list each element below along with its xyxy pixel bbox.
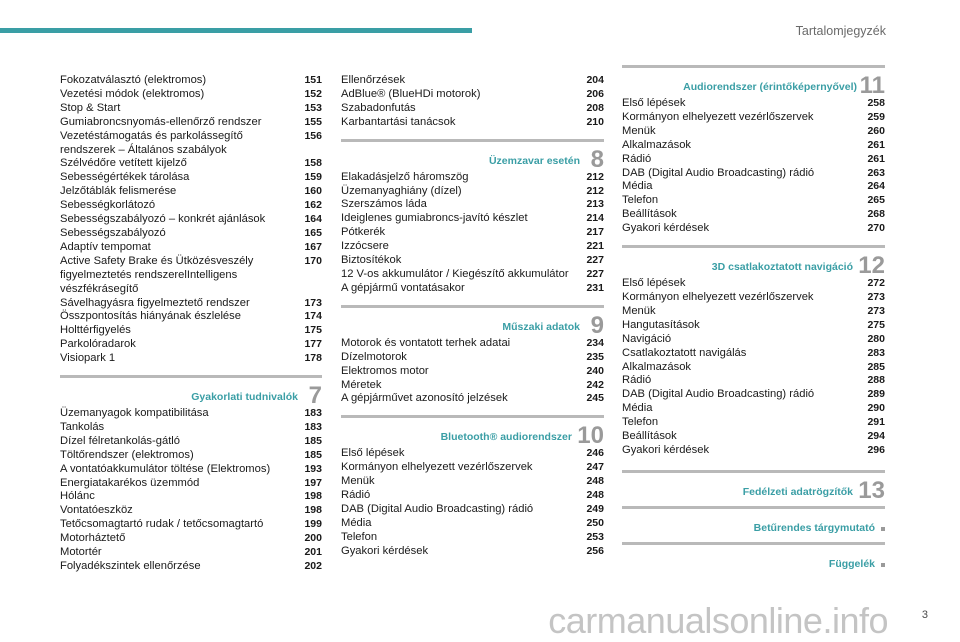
toc-entry-title: Energiatakarékos üzemmód — [60, 476, 200, 489]
section-header-7[interactable] — [60, 375, 322, 410]
toc-entry[interactable] — [341, 531, 604, 545]
toc-entry-title: Vezetési módok (elektromos) — [60, 87, 205, 100]
toc-entry-title: DAB (Digital Audio Broadcasting) rádió — [341, 502, 534, 515]
toc-entry-page: 200 — [304, 532, 322, 545]
toc-entry-page: 280 — [867, 332, 885, 345]
toc-entry-page: 270 — [867, 222, 885, 235]
toc-entry[interactable] — [622, 291, 885, 305]
section-header-index[interactable] — [622, 506, 885, 538]
toc-entry-page: 258 — [867, 97, 885, 109]
toc-entry[interactable] — [622, 347, 885, 361]
toc-entry[interactable] — [60, 435, 322, 449]
section-number: 8 — [590, 145, 604, 173]
toc-entry-title: Hangutasítások — [622, 318, 700, 331]
toc-entry-title: Üzemanyagok kompatibilitása — [60, 407, 209, 420]
toc-entry-page: 296 — [867, 443, 885, 456]
toc-entry[interactable] — [622, 208, 885, 222]
toc-entry-page: 167 — [304, 240, 322, 253]
toc-entry-page: 268 — [867, 208, 885, 221]
toc-entry[interactable] — [622, 430, 885, 444]
toc-entry-page: 283 — [867, 346, 885, 359]
toc-entry[interactable] — [60, 338, 322, 352]
toc-entry-title: Üzemanyaghiány (dízel) — [341, 184, 462, 197]
toc-column-2 — [341, 74, 604, 559]
toc-entry-title: A gépjárművet azonosító jelzések — [341, 392, 508, 405]
toc-entry-title: Sebességkorlátozó — [60, 199, 156, 212]
toc-entry-title: Gyakori kérdések — [622, 443, 710, 456]
section-header-appendix[interactable] — [622, 542, 885, 574]
toc-entry[interactable] — [341, 379, 604, 393]
toc-entry-page: 185 — [304, 448, 322, 461]
toc-entry-title: Izzócsere — [341, 240, 389, 253]
toc-entry[interactable] — [60, 88, 322, 102]
toc-entry-page: 204 — [586, 74, 604, 86]
toc-entry[interactable] — [341, 171, 604, 185]
toc-entry-page: 256 — [586, 544, 604, 557]
toc-entry[interactable] — [60, 102, 322, 116]
toc-entry-title: Motorháztető — [60, 532, 126, 545]
toc-entry-title: Első lépések — [622, 97, 686, 109]
toc-entry-title: Sávelhagyásra figyelmeztető rendszer — [60, 296, 250, 309]
section-title: 3D csatlakoztatott navigáció — [711, 261, 853, 274]
toc-entry-page: 261 — [867, 152, 885, 165]
header-title: Tartalomjegyzék — [795, 24, 886, 38]
toc-entry[interactable] — [60, 546, 322, 560]
toc-entry[interactable] — [60, 560, 322, 574]
toc-entry-title: Gyakori kérdések — [622, 222, 710, 235]
toc-entry-title: Elektromos motor — [341, 364, 429, 377]
toc-entry-page: 227 — [586, 267, 604, 280]
watermark-text: carmanualsonline.info — [548, 600, 888, 641]
toc-entry[interactable] — [622, 222, 885, 236]
section-number: 7 — [308, 382, 322, 410]
section-header-9[interactable] — [341, 305, 604, 337]
toc-entry-page: 201 — [304, 546, 322, 559]
toc-entry-page: 289 — [867, 388, 885, 401]
toc-entry-title: Dízel félretankolás-gátló — [60, 434, 181, 447]
toc-entry-title: Kormányon elhelyezett vezérlőszervek — [341, 461, 533, 474]
toc-entry[interactable] — [60, 227, 322, 241]
toc-entry[interactable] — [60, 421, 322, 435]
toc-entry[interactable] — [60, 407, 322, 421]
toc-entry[interactable] — [60, 185, 322, 199]
toc-entry-page: 159 — [304, 171, 322, 184]
toc-entry-page: 173 — [304, 296, 322, 309]
toc-entry[interactable] — [60, 352, 322, 366]
section-header-11[interactable] — [622, 65, 885, 97]
toc-entry-page: 198 — [304, 490, 322, 503]
toc-entry-title: Telefon — [622, 194, 659, 207]
toc-entry-page: 227 — [586, 254, 604, 267]
toc-entry[interactable] — [341, 545, 604, 559]
toc-entry-page: 214 — [586, 212, 604, 225]
toc-entry[interactable] — [60, 477, 322, 491]
toc-entry-title: Jelzőtáblák felismerése — [60, 185, 177, 198]
toc-entry-page: 264 — [867, 180, 885, 193]
toc-entry-title: Dízelmotorok — [341, 350, 407, 363]
toc-entry-page: 260 — [867, 124, 885, 137]
toc-entry[interactable] — [60, 255, 322, 297]
toc-entry-title: DAB (Digital Audio Broadcasting) rádió — [622, 166, 815, 179]
toc-entry-page: 202 — [304, 560, 322, 572]
toc-entry-title: Fokozatválasztó (elektromos) — [60, 74, 207, 86]
toc-entry[interactable] — [622, 194, 885, 208]
toc-entry-title: Tetőcsomagtartó rudak / tetőcsomagtartó — [60, 518, 264, 531]
toc-entry[interactable] — [60, 130, 322, 158]
toc-entry[interactable] — [60, 74, 322, 88]
toc-entry-page: 160 — [304, 185, 322, 198]
toc-entry[interactable] — [622, 333, 885, 347]
toc-entry[interactable] — [622, 416, 885, 430]
toc-entry-page: 263 — [867, 166, 885, 179]
toc-entry-page: 231 — [586, 281, 604, 294]
toc-entry-title: Sebességértékek tárolása — [60, 171, 190, 184]
section-number: 9 — [590, 311, 604, 339]
toc-entry-page: 152 — [304, 87, 322, 100]
toc-entry[interactable] — [60, 449, 322, 463]
toc-entry[interactable] — [341, 185, 604, 199]
toc-entry[interactable] — [341, 74, 604, 88]
toc-entry-page: 273 — [867, 290, 885, 303]
toc-entry-title: Hólánc — [60, 490, 95, 503]
section-title: Műszaki adatok — [502, 320, 580, 333]
toc-entry-page: 250 — [586, 516, 604, 529]
section-header-8[interactable] — [341, 139, 604, 171]
toc-entry-title: Stop & Start — [60, 101, 121, 114]
toc-entry-title: Első lépések — [622, 277, 686, 290]
toc-entry-page: 290 — [867, 402, 885, 415]
toc-entry-page: 197 — [304, 476, 322, 489]
toc-entry-page: 261 — [867, 138, 885, 151]
toc-entry-page: 156 — [304, 129, 322, 142]
toc-entry[interactable] — [341, 503, 604, 517]
toc-entry-page: 272 — [867, 277, 885, 290]
toc-entry-page: 206 — [586, 87, 604, 100]
toc-entry-page: 249 — [586, 502, 604, 515]
toc-entry[interactable] — [341, 198, 604, 212]
toc-entry-page: 291 — [867, 416, 885, 429]
toc-entry-title: Menük — [341, 475, 375, 488]
toc-entry-page: 178 — [304, 352, 322, 365]
toc-entry-title: Telefon — [622, 416, 659, 429]
toc-entry[interactable] — [622, 167, 885, 181]
toc-list — [60, 407, 322, 574]
toc-list — [341, 171, 604, 296]
section-header-13[interactable] — [622, 470, 885, 502]
toc-entry-title: Első lépések — [341, 447, 405, 460]
toc-entry-page: 245 — [586, 392, 604, 405]
toc-entry-title: Sebességszabályozó — [60, 226, 166, 239]
toc-entry-page: 177 — [304, 338, 322, 351]
toc-entry-title: Média — [341, 516, 372, 529]
section-number: 10 — [577, 422, 604, 450]
section-title: Bluetooth® audiorendszer — [440, 431, 572, 444]
toc-entry[interactable] — [60, 199, 322, 213]
toc-entry-page: 151 — [304, 74, 322, 86]
square-bullet-icon — [881, 563, 885, 567]
toc-entry[interactable] — [622, 374, 885, 388]
toc-entry[interactable] — [60, 213, 322, 227]
toc-entry[interactable] — [341, 240, 604, 254]
toc-entry-page: 164 — [304, 213, 322, 226]
toc-entry[interactable] — [60, 116, 322, 130]
toc-entry-page: 242 — [586, 378, 604, 391]
toc-entry-page: 165 — [304, 226, 322, 239]
toc-entry[interactable] — [60, 518, 322, 532]
toc-entry[interactable] — [60, 171, 322, 185]
toc-entry-title: Active Safety Brake és Ütközésveszély figyelmeztetés rendszerelIntelligens vészfékrásegítő — [60, 254, 254, 295]
toc-entry-title: Média — [622, 180, 653, 193]
toc-entry[interactable] — [341, 365, 604, 379]
toc-entry[interactable] — [60, 157, 322, 171]
toc-entry-page: 212 — [586, 170, 604, 183]
toc-entry[interactable] — [341, 254, 604, 268]
section-title: Üzemzavar esetén — [488, 154, 580, 167]
toc-entry[interactable] — [341, 461, 604, 475]
toc-entry-title: Alkalmazások — [622, 360, 692, 373]
toc-entry-title: Vezetéstámogatás és parkolássegítő rendszerek – Általános szabályok — [60, 129, 243, 156]
toc-entry[interactable] — [622, 319, 885, 333]
section-title: Függelék — [828, 557, 875, 570]
toc-entry-title: Beállítások — [622, 208, 677, 221]
toc-entry-page: 155 — [304, 115, 322, 128]
toc-entry-title: Tankolás — [60, 420, 105, 433]
toc-entry-page: 208 — [586, 101, 604, 114]
toc-entry-page: 259 — [867, 110, 885, 123]
toc-entry[interactable] — [622, 97, 885, 111]
toc-entry-page: 265 — [867, 194, 885, 207]
toc-entry-title: Csatlakoztatott navigálás — [622, 346, 747, 359]
square-bullet-icon — [881, 527, 885, 531]
toc-entry-title: Alkalmazások — [622, 138, 692, 151]
toc-entry-title: Szélvédőre vetített kijelző — [60, 157, 187, 170]
toc-entry[interactable] — [622, 111, 885, 125]
toc-entry-page: 162 — [304, 199, 322, 212]
toc-entry-page: 275 — [867, 318, 885, 331]
toc-entry-title: Folyadékszintek ellenőrzése — [60, 560, 201, 572]
toc-entry[interactable] — [341, 268, 604, 282]
toc-list — [341, 447, 604, 558]
toc-entry-page: 153 — [304, 101, 322, 114]
toc-entry-page: 288 — [867, 374, 885, 387]
toc-entry-page: 253 — [586, 530, 604, 543]
toc-entry-page: 285 — [867, 360, 885, 373]
toc-entry-title: Elakadásjelző háromszög — [341, 170, 469, 183]
toc-entry[interactable] — [622, 125, 885, 139]
section-title: Gyakorlati tudnivalók — [191, 391, 298, 404]
toc-entry[interactable] — [341, 212, 604, 226]
toc-entry[interactable] — [622, 153, 885, 167]
toc-entry-title: AdBlue® (BlueHDi motorok) — [341, 87, 481, 100]
page-number: 3 — [921, 609, 928, 621]
toc-entry-title: Kormányon elhelyezett vezérlőszervek — [622, 110, 814, 123]
toc-column-3 — [622, 65, 885, 574]
toc-entry-page: 240 — [586, 364, 604, 377]
toc-entry[interactable] — [341, 475, 604, 489]
toc-entry[interactable] — [341, 392, 604, 406]
toc-entry-title: Rádió — [622, 152, 652, 165]
toc-entry-title: Szabadonfutás — [341, 101, 416, 114]
toc-entry-page: 174 — [304, 310, 322, 323]
toc-entry-title: DAB (Digital Audio Broadcasting) rádió — [622, 388, 815, 401]
toc-entry[interactable] — [622, 388, 885, 402]
toc-entry[interactable] — [622, 305, 885, 319]
toc-entry-title: Gumiabroncsnyomás-ellenőrző rendszer — [60, 115, 262, 128]
toc-entry[interactable] — [622, 361, 885, 375]
section-title: Fedélzeti adatrögzítők — [742, 485, 853, 498]
toc-entry-title: Összpontosítás hiányának észlelése — [60, 310, 241, 323]
toc-entry-page: 210 — [586, 115, 604, 128]
toc-entry-title: Ellenőrzések — [341, 74, 406, 86]
toc-entry-page: 198 — [304, 504, 322, 517]
toc-entry-title: Navigáció — [622, 332, 672, 345]
section-title: Betűrendes tárgymutató — [753, 521, 875, 534]
toc-entry-page: 175 — [304, 324, 322, 337]
toc-entry[interactable] — [622, 139, 885, 153]
toc-entry[interactable] — [341, 102, 604, 116]
toc-entry-page: 185 — [304, 434, 322, 447]
toc-entry[interactable] — [60, 463, 322, 477]
toc-entry-page: 158 — [304, 157, 322, 170]
toc-entry[interactable] — [60, 504, 322, 518]
toc-entry-page: 234 — [586, 336, 604, 349]
toc-entry-title: A gépjármű vontatásakor — [341, 281, 465, 294]
toc-entry-page: 199 — [304, 518, 322, 531]
toc-entry[interactable] — [341, 282, 604, 296]
section-number: 13 — [858, 476, 885, 504]
toc-entry[interactable] — [622, 180, 885, 194]
toc-entry-title: Parkolóradarok — [60, 338, 136, 351]
toc-entry-title: A vontatóakkumulátor töltése (Elektromos) — [60, 462, 271, 475]
toc-entry-page: 248 — [586, 489, 604, 502]
toc-entry-title: Visiopark 1 — [60, 352, 116, 365]
toc-entry[interactable] — [341, 489, 604, 503]
toc-entry[interactable] — [622, 444, 885, 458]
toc-entry-title: Gyakori kérdések — [341, 544, 429, 557]
toc-entry-page: 183 — [304, 407, 322, 420]
toc-list — [622, 97, 885, 236]
toc-entry-title: Menük — [622, 124, 656, 137]
toc-entry-title: 12 V-os akkumulátor / Kiegészítő akkumulátor — [341, 267, 569, 280]
toc-entry[interactable] — [341, 88, 604, 102]
toc-list — [60, 74, 322, 366]
section-title: Audiorendszer (érintőképernyővel) — [683, 81, 857, 93]
toc-entry-title: Vontatóeszköz — [60, 504, 133, 517]
toc-list — [341, 74, 604, 130]
toc-entry-page: 217 — [586, 226, 604, 239]
toc-entry-page: 183 — [304, 420, 322, 433]
toc-entry-title: Holttérfigyelés — [60, 324, 131, 337]
toc-entry-title: Pótkerék — [341, 226, 386, 239]
toc-entry-title: Szerszámos láda — [341, 198, 427, 211]
toc-entry-page: 213 — [586, 198, 604, 211]
toc-entry-page: 221 — [586, 240, 604, 253]
toc-entry[interactable] — [60, 241, 322, 255]
toc-entry[interactable] — [622, 402, 885, 416]
toc-entry-title: Méretek — [341, 378, 382, 391]
toc-entry-title: Biztosítékok — [341, 254, 402, 267]
toc-entry[interactable] — [341, 226, 604, 240]
toc-column-1 — [60, 74, 322, 574]
toc-entry-page: 212 — [586, 184, 604, 197]
section-number: 12 — [858, 252, 885, 280]
toc-entry[interactable] — [60, 532, 322, 546]
header-accent-bar — [0, 28, 472, 33]
toc-entry[interactable] — [341, 351, 604, 365]
toc-entry[interactable] — [341, 447, 604, 461]
toc-entry[interactable] — [341, 337, 604, 351]
toc-entry-page: 273 — [867, 304, 885, 317]
toc-entry-title: Média — [622, 402, 653, 415]
toc-list — [622, 277, 885, 458]
toc-entry-page: 294 — [867, 430, 885, 443]
toc-entry-title: Menük — [622, 304, 656, 317]
toc-entry-title: Motortér — [60, 546, 102, 559]
toc-entry[interactable] — [341, 116, 604, 130]
toc-entry-title: Kormányon elhelyezett vezérlőszervek — [622, 290, 814, 303]
toc-entry-title: Adaptív tempomat — [60, 240, 151, 253]
toc-entry-title: Karbantartási tanácsok — [341, 115, 456, 128]
toc-entry[interactable] — [60, 310, 322, 324]
toc-entry-title: Rádió — [622, 374, 652, 387]
toc-entry[interactable] — [60, 324, 322, 338]
toc-entry-page: 193 — [304, 462, 322, 475]
toc-entry-page: 248 — [586, 475, 604, 488]
toc-entry-title: Töltőrendszer (elektromos) — [60, 448, 194, 461]
section-number: 11 — [859, 72, 885, 99]
toc-entry-page: 235 — [586, 350, 604, 363]
toc-entry[interactable] — [60, 490, 322, 504]
toc-list — [341, 337, 604, 407]
toc-entry-page: 246 — [586, 447, 604, 460]
section-header-10[interactable] — [341, 415, 604, 450]
toc-entry-title: Telefon — [341, 530, 378, 543]
toc-entry-title: Beállítások — [622, 430, 677, 443]
toc-entry-title: Motorok és vontatott terhek adatai — [341, 336, 511, 349]
toc-entry[interactable] — [622, 277, 885, 291]
toc-entry-title: Sebességszabályozó – konkrét ajánlások — [60, 213, 266, 226]
toc-entry[interactable] — [60, 297, 322, 311]
toc-entry-page: 247 — [586, 461, 604, 474]
toc-entry-title: Rádió — [341, 489, 371, 502]
toc-entry-title: Ideiglenes gumiabroncs-javító készlet — [341, 212, 528, 225]
toc-entry[interactable] — [341, 517, 604, 531]
toc-entry-page: 170 — [304, 254, 322, 267]
section-header-12[interactable] — [622, 245, 885, 280]
